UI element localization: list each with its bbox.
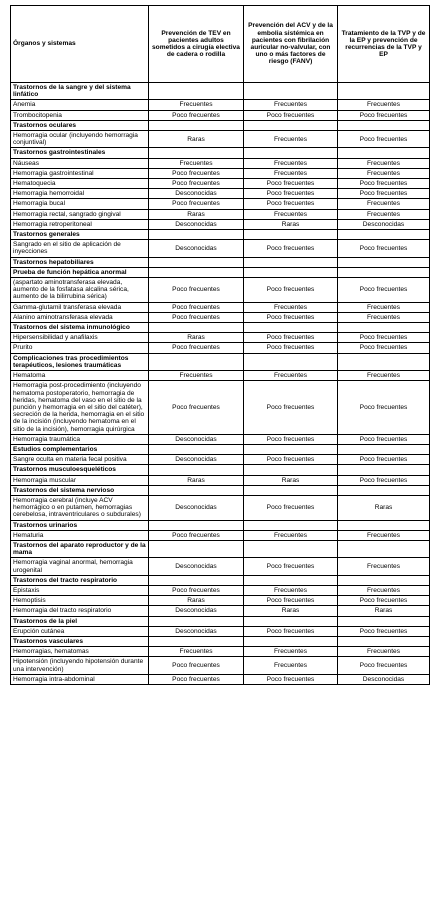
frequency-tvp-cell: Frecuentes	[338, 371, 430, 381]
section-label: Prueba de función hepática anormal	[11, 267, 149, 277]
empty-cell	[338, 230, 430, 240]
table-row	[11, 179, 430, 189]
frequency-tvp-cell: Frecuentes	[338, 558, 430, 575]
frequency-acv-cell: Frecuentes	[244, 209, 338, 219]
section-row	[11, 83, 430, 100]
frequency-tev-cell: Desconocidas	[149, 606, 244, 616]
adverse-reaction-label: Hemorragia ocular (incluyendo hemorragia conjuntival)	[11, 131, 149, 148]
empty-cell	[338, 120, 430, 130]
frequency-tev-cell: Frecuentes	[149, 371, 244, 381]
empty-cell	[244, 616, 338, 626]
adverse-reaction-label: Hemorragia retroperitoneal	[11, 219, 149, 229]
empty-cell	[149, 616, 244, 626]
adverse-reaction-label: (aspartato aminotransferasa elevada, aumento de la fosfatasa alcalina sérica, aumento de la bilirrubina sérica)	[11, 278, 149, 303]
frequency-tvp-cell: Poco frecuentes	[338, 278, 430, 303]
table-row	[11, 343, 430, 353]
frequency-acv-cell: Poco frecuentes	[244, 343, 338, 353]
section-row	[11, 616, 430, 626]
frequency-tev-cell: Frecuentes	[149, 100, 244, 110]
empty-cell	[149, 540, 244, 557]
frequency-tvp-cell: Desconocidas	[338, 674, 430, 684]
frequency-tev-cell: Desconocidas	[149, 189, 244, 199]
frequency-tev-cell: Desconocidas	[149, 219, 244, 229]
table-row	[11, 558, 430, 575]
frequency-tev-cell: Desconocidas	[149, 240, 244, 257]
table-row	[11, 585, 430, 595]
section-row	[11, 636, 430, 646]
table-row	[11, 158, 430, 168]
empty-cell	[244, 120, 338, 130]
adverse-reaction-label: Hemoptisis	[11, 596, 149, 606]
empty-cell	[338, 485, 430, 495]
frequency-tev-cell: Desconocidas	[149, 434, 244, 444]
adverse-reaction-label: Hemorragia rectal, sangrado gingival	[11, 209, 149, 219]
frequency-tvp-cell: Poco frecuentes	[338, 110, 430, 120]
header-tev-prevention: Prevención de TEV en pacientes adultos sometidos a cirugía electiva de cadera o rodilla	[149, 6, 244, 83]
frequency-acv-cell: Poco frecuentes	[244, 455, 338, 465]
frequency-acv-cell: Frecuentes	[244, 168, 338, 178]
frequency-acv-cell: Frecuentes	[244, 371, 338, 381]
section-label: Trastornos gastrointestinales	[11, 148, 149, 158]
frequency-tvp-cell: Frecuentes	[338, 199, 430, 209]
adverse-reaction-label: Hematoquecia	[11, 179, 149, 189]
section-label: Estudios complementarios	[11, 444, 149, 454]
header-acv-prevention: Prevención del ACV y de la embolia sistémica en pacientes con fibrilación auricular no-valvular, con uno o más factores de riesgo (FANV)	[244, 6, 338, 83]
frequency-tev-cell: Raras	[149, 333, 244, 343]
section-label: Trastornos del sistema inmunológico	[11, 323, 149, 333]
table-body	[11, 83, 430, 685]
frequency-tvp-cell: Poco frecuentes	[338, 626, 430, 636]
frequency-tvp-cell: Frecuentes	[338, 312, 430, 322]
empty-cell	[338, 575, 430, 585]
frequency-acv-cell: Raras	[244, 606, 338, 616]
table-row	[11, 110, 430, 120]
adverse-reaction-label: Hemorragia traumática	[11, 434, 149, 444]
table-row	[11, 381, 430, 434]
frequency-acv-cell: Poco frecuentes	[244, 199, 338, 209]
frequency-tev-cell: Poco frecuentes	[149, 343, 244, 353]
empty-cell	[244, 520, 338, 530]
frequency-tev-cell: Poco frecuentes	[149, 530, 244, 540]
adverse-reaction-label: Hemorragias, hematomas	[11, 647, 149, 657]
frequency-tev-cell: Poco frecuentes	[149, 302, 244, 312]
frequency-tev-cell: Poco frecuentes	[149, 199, 244, 209]
table-row	[11, 606, 430, 616]
empty-cell	[244, 83, 338, 100]
section-row	[11, 520, 430, 530]
empty-cell	[338, 465, 430, 475]
frequency-tvp-cell: Frecuentes	[338, 647, 430, 657]
table-row	[11, 674, 430, 684]
section-label: Trastornos del sistema nervioso	[11, 485, 149, 495]
empty-cell	[338, 540, 430, 557]
empty-cell	[244, 267, 338, 277]
table-row	[11, 168, 430, 178]
table-row	[11, 475, 430, 485]
table-row	[11, 131, 430, 148]
frequency-tvp-cell: Frecuentes	[338, 530, 430, 540]
table-row	[11, 434, 430, 444]
adverse-reaction-label: Hemorragia bucal	[11, 199, 149, 209]
adverse-reaction-label: Hemorragia hemorroidal	[11, 189, 149, 199]
empty-cell	[244, 540, 338, 557]
frequency-acv-cell: Poco frecuentes	[244, 179, 338, 189]
empty-cell	[149, 230, 244, 240]
frequency-acv-cell: Poco frecuentes	[244, 240, 338, 257]
empty-cell	[244, 230, 338, 240]
frequency-acv-cell: Frecuentes	[244, 585, 338, 595]
frequency-acv-cell: Poco frecuentes	[244, 674, 338, 684]
table-row	[11, 657, 430, 674]
table-row	[11, 333, 430, 343]
frequency-tvp-cell: Desconocidas	[338, 219, 430, 229]
frequency-tev-cell: Desconocidas	[149, 455, 244, 465]
frequency-tvp-cell: Poco frecuentes	[338, 657, 430, 674]
table-row	[11, 312, 430, 322]
adverse-reaction-label: Epistaxis	[11, 585, 149, 595]
frequency-tev-cell: Poco frecuentes	[149, 168, 244, 178]
frequency-tev-cell: Poco frecuentes	[149, 674, 244, 684]
adverse-reaction-label: Hemorragia del tracto respiratorio	[11, 606, 149, 616]
section-row	[11, 540, 430, 557]
table-row	[11, 626, 430, 636]
frequency-tvp-cell: Poco frecuentes	[338, 343, 430, 353]
empty-cell	[149, 465, 244, 475]
table-row	[11, 647, 430, 657]
empty-cell	[338, 353, 430, 370]
frequency-acv-cell: Poco frecuentes	[244, 381, 338, 434]
frequency-tvp-cell: Poco frecuentes	[338, 189, 430, 199]
empty-cell	[338, 636, 430, 646]
section-label: Trastornos vasculares	[11, 636, 149, 646]
frequency-tvp-cell: Poco frecuentes	[338, 179, 430, 189]
empty-cell	[338, 444, 430, 454]
empty-cell	[149, 323, 244, 333]
section-row	[11, 465, 430, 475]
adverse-reaction-label: Trombocitopenia	[11, 110, 149, 120]
frequency-tvp-cell: Poco frecuentes	[338, 333, 430, 343]
section-row	[11, 575, 430, 585]
adverse-reaction-label: Hemorragia cerebral (incluye ACV hemorrágico o en putamen, hemorragias cerebelosa, intraventriculares o subdurales)	[11, 495, 149, 520]
empty-cell	[244, 257, 338, 267]
section-row	[11, 485, 430, 495]
frequency-tvp-cell: Poco frecuentes	[338, 131, 430, 148]
frequency-tvp-cell: Poco frecuentes	[338, 596, 430, 606]
adverse-reaction-label: Sangrado en el sitio de aplicación de inyecciones	[11, 240, 149, 257]
empty-cell	[244, 444, 338, 454]
frequency-tev-cell: Poco frecuentes	[149, 110, 244, 120]
table-row	[11, 209, 430, 219]
frequency-acv-cell: Poco frecuentes	[244, 558, 338, 575]
empty-cell	[149, 257, 244, 267]
adverse-reaction-label: Hematoma	[11, 371, 149, 381]
frequency-tvp-cell: Frecuentes	[338, 100, 430, 110]
frequency-tev-cell: Desconocidas	[149, 626, 244, 636]
empty-cell	[149, 148, 244, 158]
table-row	[11, 371, 430, 381]
table-row	[11, 189, 430, 199]
section-label: Trastornos generales	[11, 230, 149, 240]
empty-cell	[244, 323, 338, 333]
table-row	[11, 495, 430, 520]
adverse-reaction-label: Hemorragia intra-abdominal	[11, 674, 149, 684]
frequency-tvp-cell: Raras	[338, 495, 430, 520]
frequency-tvp-cell: Poco frecuentes	[338, 240, 430, 257]
empty-cell	[244, 148, 338, 158]
frequency-tev-cell: Poco frecuentes	[149, 657, 244, 674]
frequency-tvp-cell: Poco frecuentes	[338, 455, 430, 465]
table-row	[11, 240, 430, 257]
empty-cell	[338, 616, 430, 626]
adverse-reactions-table	[10, 5, 430, 685]
frequency-tvp-cell: Frecuentes	[338, 168, 430, 178]
frequency-tev-cell: Frecuentes	[149, 647, 244, 657]
empty-cell	[338, 257, 430, 267]
table-row	[11, 100, 430, 110]
frequency-tvp-cell: Frecuentes	[338, 209, 430, 219]
empty-cell	[149, 575, 244, 585]
frequency-tev-cell: Raras	[149, 596, 244, 606]
table-row	[11, 455, 430, 465]
frequency-acv-cell: Poco frecuentes	[244, 312, 338, 322]
section-row	[11, 120, 430, 130]
section-row	[11, 444, 430, 454]
empty-cell	[244, 353, 338, 370]
header-tvp-treatment: Tratamiento de la TVP y de la EP y prevención de recurrencias de la TVP y EP	[338, 6, 430, 83]
frequency-tev-cell: Poco frecuentes	[149, 179, 244, 189]
section-row	[11, 148, 430, 158]
empty-cell	[338, 267, 430, 277]
adverse-reaction-label: Hipotensión (incluyendo hipotensión durante una intervención)	[11, 657, 149, 674]
adverse-reaction-label: Hemorragia gastrointestinal	[11, 168, 149, 178]
frequency-acv-cell: Poco frecuentes	[244, 278, 338, 303]
empty-cell	[149, 636, 244, 646]
empty-cell	[338, 83, 430, 100]
table-row	[11, 596, 430, 606]
frequency-tvp-cell: Poco frecuentes	[338, 434, 430, 444]
frequency-tev-cell: Raras	[149, 131, 244, 148]
frequency-tev-cell: Desconocidas	[149, 495, 244, 520]
frequency-tev-cell: Raras	[149, 209, 244, 219]
adverse-reaction-label: Prurito	[11, 343, 149, 353]
frequency-tev-cell: Raras	[149, 475, 244, 485]
frequency-acv-cell: Raras	[244, 475, 338, 485]
section-label: Complicaciones tras procedimientos terapéuticos, lesiones traumáticas	[11, 353, 149, 370]
frequency-tvp-cell: Poco frecuentes	[338, 475, 430, 485]
section-label: Trastornos oculares	[11, 120, 149, 130]
frequency-acv-cell: Frecuentes	[244, 647, 338, 657]
frequency-acv-cell: Poco frecuentes	[244, 434, 338, 444]
empty-cell	[149, 267, 244, 277]
section-label: Trastornos hepatobiliares	[11, 257, 149, 267]
empty-cell	[338, 148, 430, 158]
section-label: Trastornos del tracto respiratorio	[11, 575, 149, 585]
frequency-tvp-cell: Frecuentes	[338, 585, 430, 595]
frequency-acv-cell: Poco frecuentes	[244, 596, 338, 606]
adverse-reaction-label: Erupción cutánea	[11, 626, 149, 636]
section-row	[11, 257, 430, 267]
frequency-tvp-cell: Raras	[338, 606, 430, 616]
section-label: Trastornos musculoesqueléticos	[11, 465, 149, 475]
adverse-reaction-label: Hemorragia muscular	[11, 475, 149, 485]
empty-cell	[149, 520, 244, 530]
frequency-acv-cell: Frecuentes	[244, 158, 338, 168]
empty-cell	[149, 83, 244, 100]
adverse-reaction-label: Hipersensibilidad y anafilaxis	[11, 333, 149, 343]
adverse-reaction-label: Hemorragia post-procedimiento (incluyendo hematoma postoperatorio, hemorragia de heridas, hematoma del vaso en el sitio de la punción y hemorragia en el sitio del catéter), secreción de la herida, hemorragia en el sitio de la incisión (incluyendo hematoma en el sitio de la incisión), hemorragia quirúrgica	[11, 381, 149, 434]
section-label: Trastornos del aparato reproductor y de la mama	[11, 540, 149, 557]
frequency-acv-cell: Poco frecuentes	[244, 110, 338, 120]
frequency-acv-cell: Poco frecuentes	[244, 333, 338, 343]
adverse-reaction-label: Hematuria	[11, 530, 149, 540]
empty-cell	[244, 575, 338, 585]
empty-cell	[149, 353, 244, 370]
empty-cell	[149, 485, 244, 495]
section-label: Trastornos de la piel	[11, 616, 149, 626]
empty-cell	[149, 444, 244, 454]
frequency-acv-cell: Frecuentes	[244, 302, 338, 312]
empty-cell	[244, 485, 338, 495]
header-organs-systems: Órganos y sistemas	[11, 6, 149, 83]
frequency-acv-cell: Poco frecuentes	[244, 189, 338, 199]
frequency-tev-cell: Poco frecuentes	[149, 278, 244, 303]
table-header-row	[11, 6, 430, 83]
section-row	[11, 267, 430, 277]
section-label: Trastornos urinarios	[11, 520, 149, 530]
adverse-reaction-label: Alanino aminotransferasa elevada	[11, 312, 149, 322]
empty-cell	[338, 323, 430, 333]
frequency-acv-cell: Frecuentes	[244, 657, 338, 674]
frequency-acv-cell: Poco frecuentes	[244, 626, 338, 636]
frequency-acv-cell: Frecuentes	[244, 100, 338, 110]
adverse-reaction-label: Sangre oculta en materia fecal positiva	[11, 455, 149, 465]
frequency-tev-cell: Poco frecuentes	[149, 585, 244, 595]
frequency-tev-cell: Poco frecuentes	[149, 381, 244, 434]
empty-cell	[244, 465, 338, 475]
frequency-acv-cell: Frecuentes	[244, 131, 338, 148]
adverse-reaction-label: Gamma-glutamil transferasa elevada	[11, 302, 149, 312]
section-label: Trastornos de la sangre y del sistema linfático	[11, 83, 149, 100]
table-row	[11, 530, 430, 540]
section-row	[11, 353, 430, 370]
frequency-acv-cell: Poco frecuentes	[244, 495, 338, 520]
adverse-reactions-table-container	[10, 5, 429, 685]
table-row	[11, 302, 430, 312]
table-row	[11, 219, 430, 229]
section-row	[11, 323, 430, 333]
frequency-tev-cell: Frecuentes	[149, 158, 244, 168]
adverse-reaction-label: Náuseas	[11, 158, 149, 168]
adverse-reaction-label: Anemia	[11, 100, 149, 110]
frequency-acv-cell: Frecuentes	[244, 530, 338, 540]
empty-cell	[338, 520, 430, 530]
frequency-tvp-cell: Frecuentes	[338, 158, 430, 168]
empty-cell	[244, 636, 338, 646]
frequency-tvp-cell: Poco frecuentes	[338, 381, 430, 434]
empty-cell	[149, 120, 244, 130]
frequency-tev-cell: Poco frecuentes	[149, 312, 244, 322]
section-row	[11, 230, 430, 240]
table-row	[11, 199, 430, 209]
frequency-tev-cell: Desconocidas	[149, 558, 244, 575]
frequency-tvp-cell: Frecuentes	[338, 302, 430, 312]
adverse-reaction-label: Hemorragia vaginal anormal, hemorragia urogenital	[11, 558, 149, 575]
table-row	[11, 278, 430, 303]
frequency-acv-cell: Raras	[244, 219, 338, 229]
